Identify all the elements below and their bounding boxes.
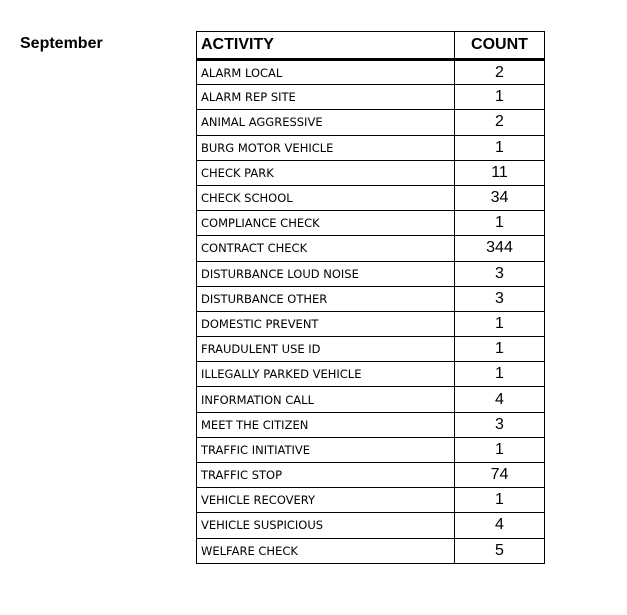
activity-cell: WELFARE CHECK xyxy=(197,538,455,563)
count-cell: 1 xyxy=(455,135,545,160)
table-row xyxy=(197,261,545,286)
activity-cell: BURG MOTOR VEHICLE xyxy=(197,135,455,160)
count-cell: 1 xyxy=(455,488,545,513)
table-row xyxy=(197,160,545,185)
table-row xyxy=(197,211,545,236)
table-row xyxy=(197,488,545,513)
table-header-row xyxy=(197,32,545,60)
table-row xyxy=(197,185,545,210)
count-cell: 1 xyxy=(455,362,545,387)
table-row xyxy=(197,387,545,412)
table-row xyxy=(197,236,545,261)
activity-cell: ANIMAL AGGRESSIVE xyxy=(197,110,455,135)
count-column-header: COUNT xyxy=(455,32,545,60)
activity-count-table xyxy=(196,31,545,564)
activity-cell: CONTRACT CHECK xyxy=(197,236,455,261)
activity-cell: COMPLIANCE CHECK xyxy=(197,211,455,236)
activity-cell: ALARM LOCAL xyxy=(197,60,455,85)
count-cell: 3 xyxy=(455,261,545,286)
count-cell: 2 xyxy=(455,110,545,135)
activity-cell: FRAUDULENT USE ID xyxy=(197,337,455,362)
table-row xyxy=(197,60,545,85)
activity-cell: TRAFFIC INITIATIVE xyxy=(197,437,455,462)
table-row xyxy=(197,110,545,135)
table-row xyxy=(197,437,545,462)
activity-cell: CHECK SCHOOL xyxy=(197,185,455,210)
count-cell: 1 xyxy=(455,311,545,336)
activity-column-header: ACTIVITY xyxy=(197,32,455,60)
count-cell: 74 xyxy=(455,463,545,488)
count-cell: 5 xyxy=(455,538,545,563)
count-cell: 344 xyxy=(455,236,545,261)
table-row xyxy=(197,362,545,387)
table-row xyxy=(197,337,545,362)
count-cell: 1 xyxy=(455,211,545,236)
table-row xyxy=(197,463,545,488)
table-row xyxy=(197,513,545,538)
activity-cell: CHECK PARK xyxy=(197,160,455,185)
count-cell: 11 xyxy=(455,160,545,185)
count-cell: 1 xyxy=(455,437,545,462)
activity-cell: ILLEGALLY PARKED VEHICLE xyxy=(197,362,455,387)
count-cell: 2 xyxy=(455,60,545,85)
activity-cell: DISTURBANCE OTHER xyxy=(197,286,455,311)
table-row xyxy=(197,311,545,336)
count-cell: 1 xyxy=(455,85,545,110)
count-cell: 4 xyxy=(455,387,545,412)
count-cell: 34 xyxy=(455,185,545,210)
activity-cell: INFORMATION CALL xyxy=(197,387,455,412)
activity-cell: DISTURBANCE LOUD NOISE xyxy=(197,261,455,286)
activity-cell: VEHICLE RECOVERY xyxy=(197,488,455,513)
activity-cell: TRAFFIC STOP xyxy=(197,463,455,488)
count-cell: 3 xyxy=(455,286,545,311)
table-row xyxy=(197,538,545,563)
table-row xyxy=(197,135,545,160)
count-cell: 3 xyxy=(455,412,545,437)
count-cell: 4 xyxy=(455,513,545,538)
table-row xyxy=(197,286,545,311)
count-cell: 1 xyxy=(455,337,545,362)
activity-cell: MEET THE CITIZEN xyxy=(197,412,455,437)
activity-cell: ALARM REP SITE xyxy=(197,85,455,110)
month-label: September xyxy=(20,35,103,52)
table-row xyxy=(197,85,545,110)
table-row xyxy=(197,412,545,437)
activity-cell: VEHICLE SUSPICIOUS xyxy=(197,513,455,538)
activity-cell: DOMESTIC PREVENT xyxy=(197,311,455,336)
